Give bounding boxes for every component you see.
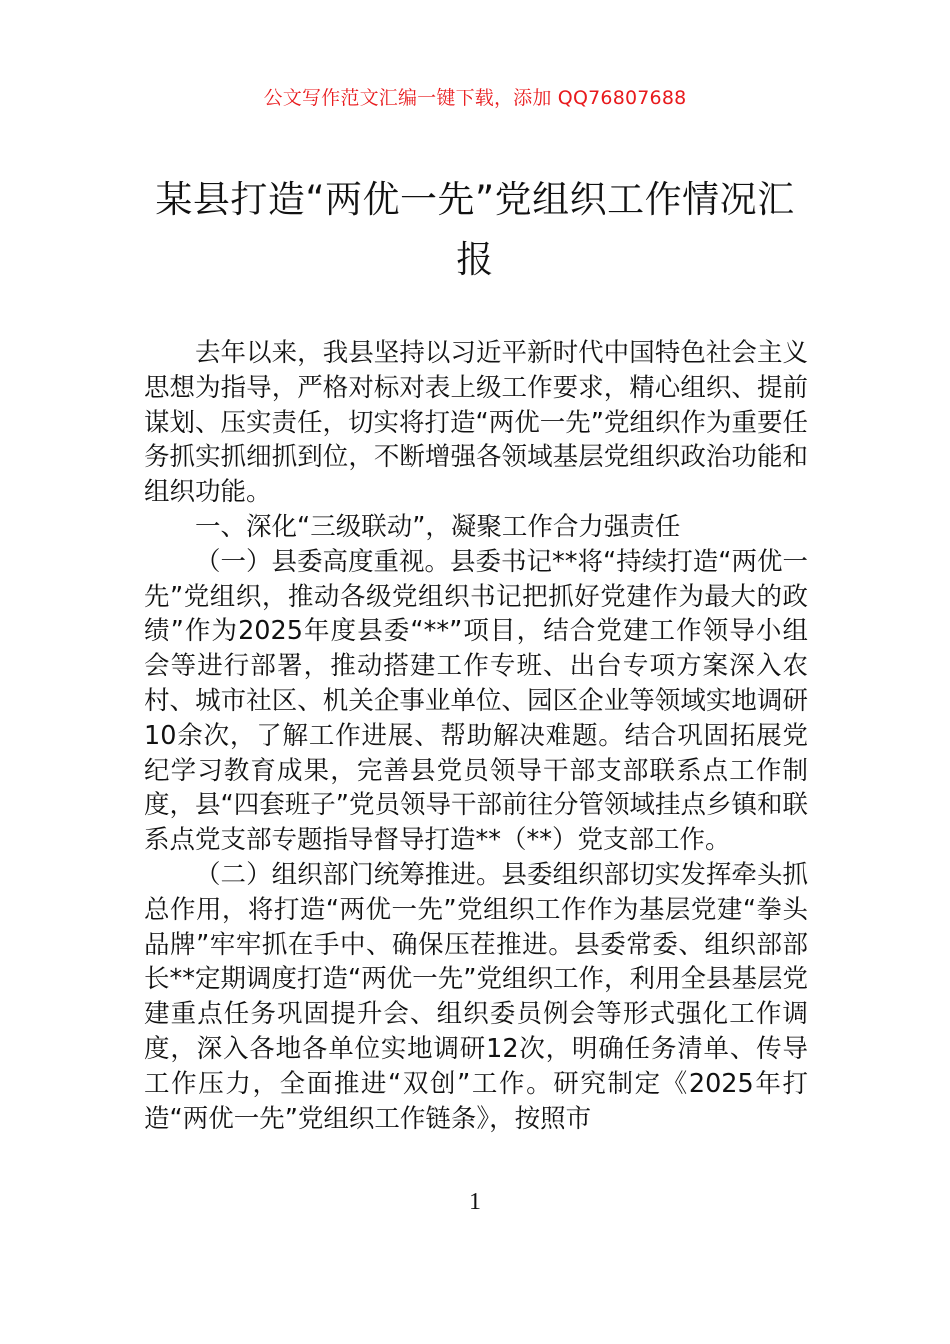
- intro-paragraph: 去年以来，我县坚持以习近平新时代中国特色社会主义思想为指导，严格对标对表上级工作要求，精心组织、提前谋划、压实责任，切实将打造“两优一先”党组织作为重要任务抓实抓细抓到位，不断增强各领域基层党组织政治功能和组织功能。: [144, 338, 808, 508]
- download-notice: 公文写作范文汇编一键下载，添加 QQ76807688: [263, 87, 687, 109]
- page-number: 1: [469, 1189, 481, 1215]
- section-heading-1: 一、深化“三级联动”，凝聚工作合力强责任: [195, 511, 681, 542]
- document-body: [144, 336, 808, 1136]
- document-title: 某县打造“两优一先”党组织工作情况汇报: [155, 178, 795, 281]
- paragraph-organization-department: （二）组织部门统筹推进。县委组织部切实发挥牵头抓总作用，将打造“两优一先”党组织工作作为基层党建“拳头品牌”牢牢抓在手中、确保压茬推进。县委常委、组织部部长**定期调度打造“两优一先”党组织工作，利用全县基层党建重点任务巩固提升会、组织委员例会等形式强化工作调度，深入各地各单位实地调研12次，明确任务清单、传导工作压力，全面推进“双创”工作。研究制定《2025年打造“两优一先”党组织工作链条》，按照市: [144, 859, 808, 1134]
- paragraph-county-committee: （一）县委高度重视。县委书记**将“持续打造“两优一先”党组织，推动各级党组织书记把抓好党建作为最大的政绩”作为2025年度县委“**”项目，结合党建工作领导小组会等进行部署，推动搭建工作专班、出台专项方案深入农村、城市社区、机关企事业单位、园区企业等领域实地调研10余次，了解工作进展、帮助解决难题。结合巩固拓展党纪学习教育成果，完善县党员领导干部支部联系点工作制度，县“四套班子”党员领导干部前往分管领域挂点乡镇和联系点党支部专题指导督导打造**（**）党支部工作。: [144, 546, 808, 856]
